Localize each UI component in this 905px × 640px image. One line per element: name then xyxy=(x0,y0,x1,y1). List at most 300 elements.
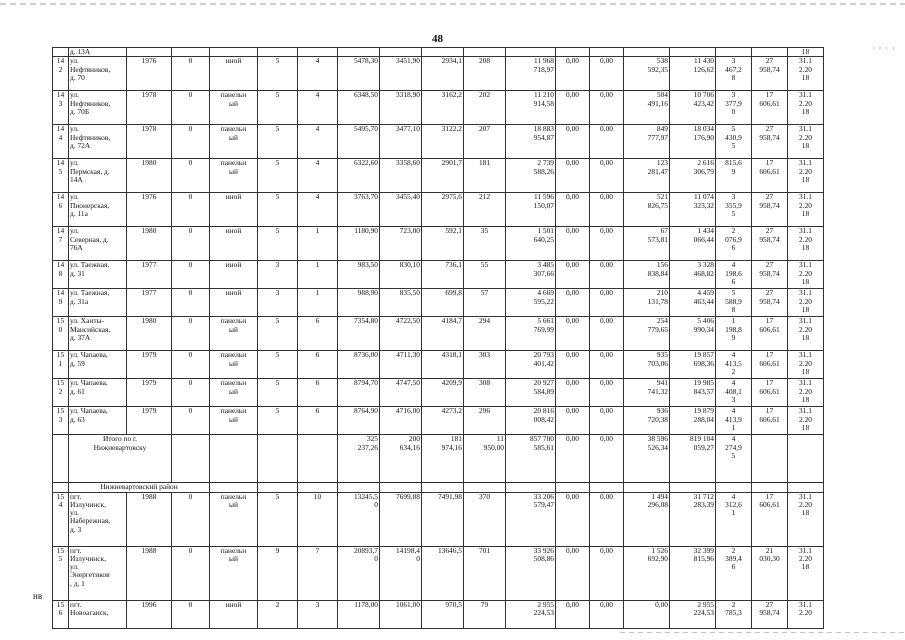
total-area-cell: 7354,80 xyxy=(338,317,380,351)
row-number: 14 8 xyxy=(53,261,69,289)
floors-cell: 3 xyxy=(258,261,298,289)
total-area-cell: 8736,00 xyxy=(338,351,380,379)
residential-area-cell: 2975,6 xyxy=(422,193,464,227)
owner-funds-cell: 504 491,16 xyxy=(624,91,670,125)
year-cell: 1978 xyxy=(127,91,172,125)
residential-area-cell: 4318,1 xyxy=(422,351,464,379)
repair-cost-cell: 2 739 588,26 xyxy=(506,159,556,193)
limit-cost-cell: 17 606,61 xyxy=(752,379,788,407)
year-cell: 1980 xyxy=(127,159,172,193)
repair-cost-cell: 3 485 307,66 xyxy=(506,261,556,289)
owner-funds-cell: 936 720,38 xyxy=(624,407,670,435)
zero-cell: 0 xyxy=(172,193,210,227)
empty-cell xyxy=(210,435,258,483)
deadline-cell: 31.1 2.20 18 xyxy=(788,546,824,600)
residents-cell: 207 xyxy=(464,125,506,159)
deadline-cell: 31.1 2.20 18 xyxy=(788,91,824,125)
limit-cost-cell: 27 958,74 xyxy=(752,600,788,628)
address-cell: ул. Нефтяников, д. 70Б xyxy=(69,91,127,125)
zero-cell: 0 xyxy=(172,91,210,125)
year-cell: 1988 xyxy=(127,492,172,546)
year-cell: 1977 xyxy=(127,289,172,317)
address-cell: ул. Северная, д. 76А xyxy=(69,227,127,261)
total-label: Итого по г. Нижневартовску xyxy=(69,435,172,483)
living-area-cell: 3477,10 xyxy=(380,125,422,159)
deadline-cell: 31.1 2.20 18 xyxy=(788,57,824,91)
empty-cell xyxy=(716,483,752,492)
living-area-cell: 835,50 xyxy=(380,289,422,317)
total-row xyxy=(53,435,824,483)
empty-cell xyxy=(752,48,788,57)
wall-material-cell: иной xyxy=(210,600,258,628)
total-area-cell: 988,90 xyxy=(338,289,380,317)
entrances-cell: 4 xyxy=(298,159,338,193)
wall-material-cell: иной xyxy=(210,227,258,261)
deadline-cell: 31.1 2.20 18 xyxy=(788,289,824,317)
year-cell: 1980 xyxy=(127,317,172,351)
empty-cell xyxy=(380,483,422,492)
wall-material-cell: панельн ый xyxy=(210,492,258,546)
residents-cell: 303 xyxy=(464,351,506,379)
deadline-cell: 31.1 2.20 18 xyxy=(788,125,824,159)
row-number: 14 4 xyxy=(53,125,69,159)
empty-cell xyxy=(210,483,258,492)
deadline-cell: 31.1 2.20 xyxy=(788,600,824,628)
floors-cell: 5 xyxy=(258,379,298,407)
empty-cell xyxy=(464,48,506,57)
residential-area-cell: 4273,2 xyxy=(422,407,464,435)
total-g-cell: 4 274,9 5 xyxy=(716,435,752,483)
wall-material-cell: иной xyxy=(210,57,258,91)
residents-cell: 701 xyxy=(464,546,506,600)
limit-cost-cell: 27 958,74 xyxy=(752,193,788,227)
fund-cell: 0,00 xyxy=(556,351,590,379)
deadline-cell: 18 xyxy=(788,48,824,57)
residential-area-cell: 736,1 xyxy=(422,261,464,289)
empty-cell xyxy=(752,483,788,492)
scan-edge-bottom xyxy=(620,632,905,633)
limit-cost-cell: 17 606,61 xyxy=(752,407,788,435)
residents-cell: 35 xyxy=(464,227,506,261)
empty-cell xyxy=(590,48,624,57)
empty-cell xyxy=(298,483,338,492)
empty-cell xyxy=(464,483,506,492)
residential-area-cell: 7491,98 xyxy=(422,492,464,546)
floors-cell: 3 xyxy=(258,289,298,317)
total-area-cell: 13245,5 0 xyxy=(338,492,380,546)
other-funds-cell: 2 955 224,53 xyxy=(670,600,716,628)
empty-cell xyxy=(506,483,556,492)
fund-cell: 0,00 xyxy=(556,125,590,159)
limit-cost-cell: 21 030,30 xyxy=(752,546,788,600)
budget-cell: 0,00 xyxy=(590,125,624,159)
wall-material-cell: панельн ый xyxy=(210,91,258,125)
entrances-cell: 4 xyxy=(298,125,338,159)
repair-cost-cell: 11 596 150,07 xyxy=(506,193,556,227)
year-cell: 1980 xyxy=(127,227,172,261)
year-cell: 1978 xyxy=(127,125,172,159)
total-f2-cell: 819 104 059,27 xyxy=(670,435,716,483)
fund-cell: 0,00 xyxy=(556,289,590,317)
zero-cell: 0 xyxy=(172,407,210,435)
floors-cell: 5 xyxy=(258,407,298,435)
empty-cell xyxy=(670,48,716,57)
cost-per-m2-cell: 4 408,1 3 xyxy=(716,379,752,407)
empty-cell xyxy=(258,483,298,492)
limit-cost-cell: 17 606,61 xyxy=(752,351,788,379)
empty-cell xyxy=(258,435,298,483)
total-area-cell: 20893,7 0 xyxy=(338,546,380,600)
row-number xyxy=(53,483,69,492)
repair-cost-cell: 11 968 718,97 xyxy=(506,57,556,91)
other-funds-cell: 11 430 126,62 xyxy=(670,57,716,91)
owner-funds-cell: 935 703,06 xyxy=(624,351,670,379)
cost-per-m2-cell: 2 785,3 xyxy=(716,600,752,628)
wall-material-cell: панельн ый xyxy=(210,379,258,407)
wall-material-cell: панельн ый xyxy=(210,159,258,193)
address-cell: ул. Таежная, д. 31а xyxy=(69,289,127,317)
other-funds-cell: 31 712 283,39 xyxy=(670,492,716,546)
table-row xyxy=(53,546,824,600)
empty-cell xyxy=(422,48,464,57)
living-area-cell: 4711,30 xyxy=(380,351,422,379)
scan-edge-top xyxy=(0,3,905,5)
residential-area-cell: 2934,1 xyxy=(422,57,464,91)
empty-cell xyxy=(624,48,670,57)
repair-cost-cell: 20 793 401,42 xyxy=(506,351,556,379)
residents-cell: 296 xyxy=(464,407,506,435)
living-area-cell: 4722,50 xyxy=(380,317,422,351)
deadline-cell: 31.1 2.20 18 xyxy=(788,159,824,193)
owner-funds-cell: 1 494 296,08 xyxy=(624,492,670,546)
address-cell: пгт. Излучинск, ул. Энергетиков , д. 1 xyxy=(69,546,127,600)
budget-cell: 0,00 xyxy=(590,407,624,435)
owner-funds-cell: 538 592,35 xyxy=(624,57,670,91)
repair-cost-cell: 1 501 640,25 xyxy=(506,227,556,261)
budget-cell: 0,00 xyxy=(590,91,624,125)
wall-material-cell: панельн ый xyxy=(210,546,258,600)
year-cell: 1979 xyxy=(127,379,172,407)
address-cell: ул. Таежная, д. 31 xyxy=(69,261,127,289)
total-area-cell: 8764,90 xyxy=(338,407,380,435)
owner-funds-cell: 156 838,84 xyxy=(624,261,670,289)
budget-cell: 0,00 xyxy=(590,289,624,317)
fund-cell: 0,00 xyxy=(556,91,590,125)
limit-cost-cell: 27 958,74 xyxy=(752,261,788,289)
empty-cell xyxy=(788,435,824,483)
entrances-cell: 4 xyxy=(298,91,338,125)
fund-cell: 0,00 xyxy=(556,407,590,435)
address-cell: ул. Ханты- Мансийская, д. 37А xyxy=(69,317,127,351)
entrances-cell: 6 xyxy=(298,317,338,351)
cost-per-m2-cell: 5 430,9 5 xyxy=(716,125,752,159)
wall-material-cell: иной xyxy=(210,261,258,289)
address-cell: ул. Нефтяников, д. 72А xyxy=(69,125,127,159)
empty-cell xyxy=(172,435,210,483)
limit-cost-cell: 17 606,61 xyxy=(752,492,788,546)
other-funds-cell: 1 434 066,44 xyxy=(670,227,716,261)
other-funds-cell: 19 857 698,36 xyxy=(670,351,716,379)
total-area-cell: 5495,70 xyxy=(338,125,380,159)
fund-cell: 0,00 xyxy=(556,57,590,91)
owner-funds-cell: 941 741,32 xyxy=(624,379,670,407)
total-a3-cell: 181 974,16 xyxy=(422,435,464,483)
living-area-cell: 4747,50 xyxy=(380,379,422,407)
residents-cell: 208 xyxy=(464,57,506,91)
other-funds-cell: 2 616 306,79 xyxy=(670,159,716,193)
fund-cell: 0,00 xyxy=(556,600,590,628)
fund-cell: 0,00 xyxy=(556,492,590,546)
residential-area-cell: 699,8 xyxy=(422,289,464,317)
residents-cell: 79 xyxy=(464,600,506,628)
total-a2-cell: 200 634,16 xyxy=(380,435,422,483)
empty-cell xyxy=(624,483,670,492)
zero-cell: 0 xyxy=(172,492,210,546)
floors-cell: 2 xyxy=(258,600,298,628)
entrances-cell: 6 xyxy=(298,407,338,435)
housing-table xyxy=(52,47,824,629)
zero-cell: 0 xyxy=(172,546,210,600)
table-row xyxy=(53,379,824,407)
total-area-cell: 5478,30 xyxy=(338,57,380,91)
entrances-cell: 4 xyxy=(298,193,338,227)
empty-cell xyxy=(788,483,824,492)
empty-cell xyxy=(422,483,464,492)
floors-cell: 5 xyxy=(258,125,298,159)
wall-material-cell: панельн ый xyxy=(210,317,258,351)
empty-cell xyxy=(380,48,422,57)
fund-cell: 0,00 xyxy=(556,193,590,227)
living-area-cell: 7699,88 xyxy=(380,492,422,546)
entrances-cell: 1 xyxy=(298,261,338,289)
total-d1-cell: 0,00 xyxy=(556,435,590,483)
zero-cell: 0 xyxy=(172,125,210,159)
deadline-cell: 31.1 2.20 18 xyxy=(788,227,824,261)
table-row xyxy=(53,492,824,546)
residents-cell: 55 xyxy=(464,261,506,289)
other-funds-cell: 19 879 288,04 xyxy=(670,407,716,435)
deadline-cell: 31.1 2.20 18 xyxy=(788,351,824,379)
wall-material-cell: панельн ый xyxy=(210,407,258,435)
floors-cell: 5 xyxy=(258,159,298,193)
year-cell: 1977 xyxy=(127,261,172,289)
address-cell: ул. Чапаева, д. 63 xyxy=(69,407,127,435)
entrances-cell: 1 xyxy=(298,227,338,261)
budget-cell: 0,00 xyxy=(590,261,624,289)
owner-funds-cell: 1 526 692,90 xyxy=(624,546,670,600)
entrances-cell: 3 xyxy=(298,600,338,628)
cost-per-m2-cell: 1 198,8 9 xyxy=(716,317,752,351)
zero-cell: 0 xyxy=(172,600,210,628)
cost-per-m2-cell: 5 588,9 8 xyxy=(716,289,752,317)
total-area-cell: 983,50 xyxy=(338,261,380,289)
footer-note: нв xyxy=(33,591,43,601)
budget-cell: 0,00 xyxy=(590,193,624,227)
table-row xyxy=(53,57,824,91)
living-area-cell: 14198,4 0 xyxy=(380,546,422,600)
table-row xyxy=(53,407,824,435)
limit-cost-cell: 17 606,61 xyxy=(752,317,788,351)
fund-cell: 0,00 xyxy=(556,546,590,600)
other-funds-cell: 3 328 468,82 xyxy=(670,261,716,289)
row-number: 15 6 xyxy=(53,600,69,628)
total-area-cell: 6322,60 xyxy=(338,159,380,193)
living-area-cell: 3455,40 xyxy=(380,193,422,227)
owner-funds-cell: 210 131,78 xyxy=(624,289,670,317)
table-row xyxy=(53,159,824,193)
deadline-cell: 31.1 2.20 18 xyxy=(788,379,824,407)
limit-cost-cell: 27 958,74 xyxy=(752,289,788,317)
empty-cell xyxy=(556,483,590,492)
row-number: 14 7 xyxy=(53,227,69,261)
floors-cell: 5 xyxy=(258,317,298,351)
page-number: 48 xyxy=(432,33,443,45)
cost-per-m2-cell: 3 355,9 5 xyxy=(716,193,752,227)
empty-cell xyxy=(556,48,590,57)
cost-per-m2-cell: 815,6 9 xyxy=(716,159,752,193)
residents-cell: 181 xyxy=(464,159,506,193)
empty-cell xyxy=(298,48,338,57)
owner-funds-cell: 254 779,65 xyxy=(624,317,670,351)
owner-funds-cell: 67 573,81 xyxy=(624,227,670,261)
total-d2-cell: 0,00 xyxy=(590,435,624,483)
floors-cell: 5 xyxy=(258,193,298,227)
empty-cell xyxy=(506,48,556,57)
cost-per-m2-cell: 2 076,9 6 xyxy=(716,227,752,261)
table-row xyxy=(53,600,824,628)
entrances-cell: 6 xyxy=(298,351,338,379)
floors-cell: 5 xyxy=(258,57,298,91)
cost-per-m2-cell: 2 389,4 6 xyxy=(716,546,752,600)
year-cell: 1979 xyxy=(127,351,172,379)
address-cell: д. 13А xyxy=(69,48,127,57)
year-cell: 1988 xyxy=(127,546,172,600)
total-area-cell: 6348,50 xyxy=(338,91,380,125)
table-row xyxy=(53,193,824,227)
row-number xyxy=(53,48,69,57)
budget-cell: 0,00 xyxy=(590,227,624,261)
other-funds-cell: 19 985 843,57 xyxy=(670,379,716,407)
empty-cell xyxy=(127,48,172,57)
margin-mark: · · · · xyxy=(872,44,896,53)
budget-cell: 0,00 xyxy=(590,546,624,600)
other-funds-cell: 10 706 423,42 xyxy=(670,91,716,125)
cost-per-m2-cell: 4 413,9 1 xyxy=(716,407,752,435)
fund-cell: 0,00 xyxy=(556,159,590,193)
residential-area-cell: 4184,7 xyxy=(422,317,464,351)
empty-cell xyxy=(172,48,210,57)
total-area-cell: 8794,70 xyxy=(338,379,380,407)
residential-area-cell: 3162,2 xyxy=(422,91,464,125)
repair-cost-cell: 5 661 769,99 xyxy=(506,317,556,351)
other-funds-cell: 5 406 990,34 xyxy=(670,317,716,351)
address-cell: ул. Нефтяников, д. 70 xyxy=(69,57,127,91)
empty-cell xyxy=(298,435,338,483)
year-cell: 1979 xyxy=(127,407,172,435)
table-row xyxy=(53,125,824,159)
empty-cell xyxy=(210,48,258,57)
address-cell: ул. Чапаева, д. 59 xyxy=(69,351,127,379)
entrances-cell: 6 xyxy=(298,379,338,407)
fund-cell: 0,00 xyxy=(556,227,590,261)
floors-cell: 5 xyxy=(258,492,298,546)
residential-area-cell: 2901,7 xyxy=(422,159,464,193)
entrances-cell: 7 xyxy=(298,546,338,600)
row-number: 15 2 xyxy=(53,379,69,407)
residential-area-cell: 592,1 xyxy=(422,227,464,261)
zero-cell: 0 xyxy=(172,261,210,289)
address-cell: ул. Пионерская, д. 11а xyxy=(69,193,127,227)
cost-per-m2-cell: 4 198,6 6 xyxy=(716,261,752,289)
residential-area-cell: 13646,5 xyxy=(422,546,464,600)
address-cell: ул. Чапаева, д. 61 xyxy=(69,379,127,407)
residential-area-cell: 4209,9 xyxy=(422,379,464,407)
section-title: Нижневартовский район xyxy=(69,483,210,492)
empty-cell xyxy=(338,483,380,492)
table-row xyxy=(53,317,824,351)
limit-cost-cell: 17 606,61 xyxy=(752,91,788,125)
deadline-cell: 31.1 2.20 18 xyxy=(788,492,824,546)
deadline-cell: 31.1 2.20 18 xyxy=(788,193,824,227)
repair-cost-cell: 20 816 008,42 xyxy=(506,407,556,435)
row-number: 15 1 xyxy=(53,351,69,379)
empty-cell xyxy=(716,48,752,57)
empty-cell xyxy=(670,483,716,492)
entrances-cell: 10 xyxy=(298,492,338,546)
owner-funds-cell: 123 281,47 xyxy=(624,159,670,193)
floors-cell: 9 xyxy=(258,546,298,600)
living-area-cell: 4716,00 xyxy=(380,407,422,435)
living-area-cell: 3451,90 xyxy=(380,57,422,91)
row-number: 14 9 xyxy=(53,289,69,317)
table-row xyxy=(53,289,824,317)
budget-cell: 0,00 xyxy=(590,57,624,91)
total-area-cell: 3763,70 xyxy=(338,193,380,227)
budget-cell: 0,00 xyxy=(590,600,624,628)
total-f1-cell: 38 596 526,34 xyxy=(624,435,670,483)
year-cell: 1976 xyxy=(127,193,172,227)
row-number: 14 3 xyxy=(53,91,69,125)
row-number: 14 2 xyxy=(53,57,69,91)
year-cell: 1996 xyxy=(127,600,172,628)
repair-cost-cell: 18 883 954,87 xyxy=(506,125,556,159)
zero-cell: 0 xyxy=(172,379,210,407)
living-area-cell: 3318,90 xyxy=(380,91,422,125)
zero-cell: 0 xyxy=(172,289,210,317)
fund-cell: 0,00 xyxy=(556,379,590,407)
other-funds-cell: 18 034 176,90 xyxy=(670,125,716,159)
other-funds-cell: 11 074 323,32 xyxy=(670,193,716,227)
residents-cell: 202 xyxy=(464,91,506,125)
row-number: 15 0 xyxy=(53,317,69,351)
residential-area-cell: 970,5 xyxy=(422,600,464,628)
total-n-cell: 11 950,00 xyxy=(464,435,506,483)
empty-cell xyxy=(752,435,788,483)
wall-material-cell: панельн ый xyxy=(210,125,258,159)
other-funds-cell: 32 399 815,96 xyxy=(670,546,716,600)
residents-cell: 294 xyxy=(464,317,506,351)
wall-material-cell: иной xyxy=(210,289,258,317)
budget-cell: 0,00 xyxy=(590,159,624,193)
total-a1-cell: 325 237,26 xyxy=(338,435,380,483)
floors-cell: 5 xyxy=(258,227,298,261)
deadline-cell: 31.1 2.20 18 xyxy=(788,317,824,351)
budget-cell: 0,00 xyxy=(590,351,624,379)
owner-funds-cell: 849 777,97 xyxy=(624,125,670,159)
row-number: 15 5 xyxy=(53,546,69,600)
cost-per-m2-cell: 3 377,9 0 xyxy=(716,91,752,125)
repair-cost-cell: 4 669 595,22 xyxy=(506,289,556,317)
